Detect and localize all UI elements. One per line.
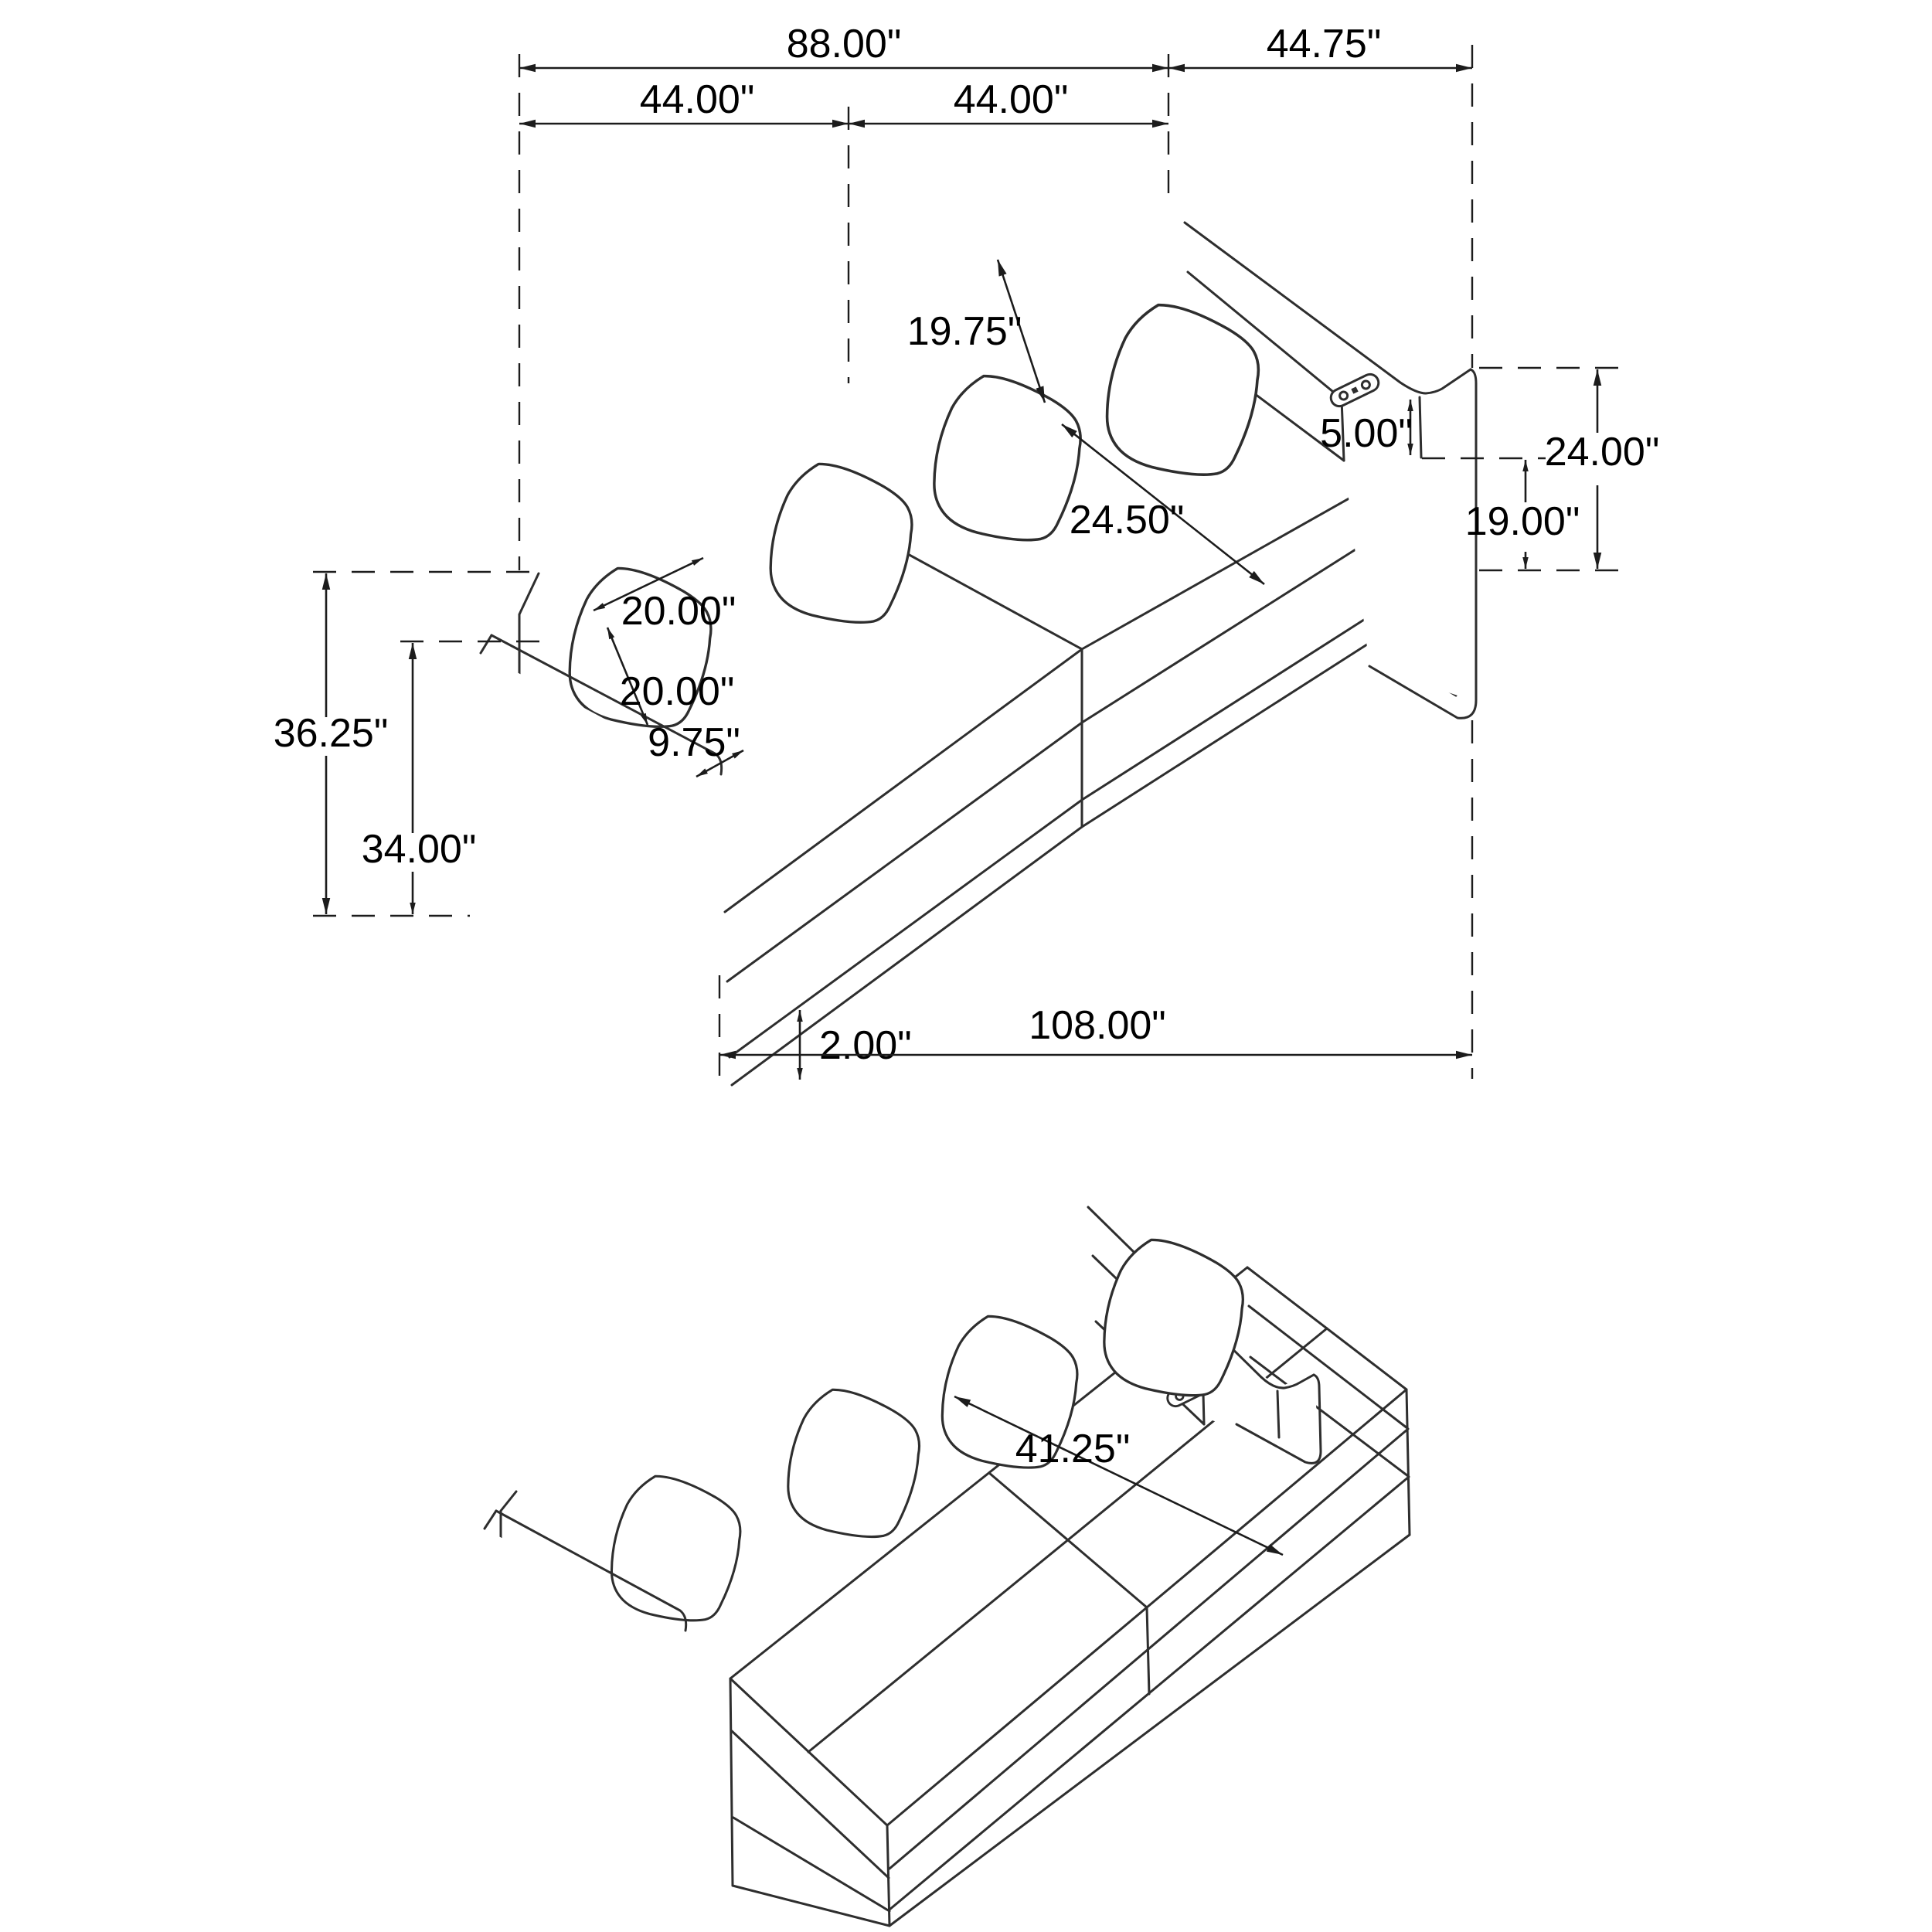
dim-label-left-seat: 44.00" bbox=[639, 77, 755, 122]
sofa-right-arm bbox=[1185, 223, 1476, 718]
dim-base-clearance bbox=[800, 1010, 912, 1080]
dim-seat-height bbox=[1465, 460, 1580, 569]
dim-right-section bbox=[1168, 22, 1472, 68]
dim-left-seat bbox=[519, 77, 849, 124]
dim-right-seat bbox=[849, 77, 1168, 124]
dim-label-right-seat: 44.00" bbox=[953, 77, 1069, 122]
dim-label-open-length: 108.00" bbox=[1029, 1003, 1166, 1048]
dim-label-bed-width: 41.25" bbox=[1015, 1427, 1131, 1471]
dim-label-arm-above-seat: 5.00" bbox=[1320, 411, 1413, 456]
dim-overall-width bbox=[519, 22, 1168, 68]
dim-label-overall-width: 88.00" bbox=[786, 22, 902, 66]
dim-label-arm-height: 24.00" bbox=[1544, 430, 1660, 474]
sofa-bed-isometric-view bbox=[475, 1138, 1410, 1926]
dim-back-height bbox=[362, 643, 477, 914]
dim-label-overall-height: 36.25" bbox=[273, 711, 389, 756]
dim-label-arm-width: 9.75" bbox=[648, 720, 740, 765]
dim-label-pillow-width: 20.00" bbox=[621, 589, 736, 634]
dim-label-right-section: 44.75" bbox=[1266, 22, 1382, 66]
dim-label-pillow-height: 20.00" bbox=[619, 669, 735, 714]
sofa-isometric-view bbox=[274, 22, 1660, 1085]
dim-label-seat-depth: 24.50" bbox=[1069, 498, 1185, 543]
dim-label-base-clearance: 2.00" bbox=[819, 1023, 912, 1068]
dim-label-back-cushion: 19.75" bbox=[906, 309, 1022, 354]
dim-label-back-height: 34.00" bbox=[361, 827, 477, 872]
dim-label-seat-height: 19.00" bbox=[1464, 499, 1580, 544]
